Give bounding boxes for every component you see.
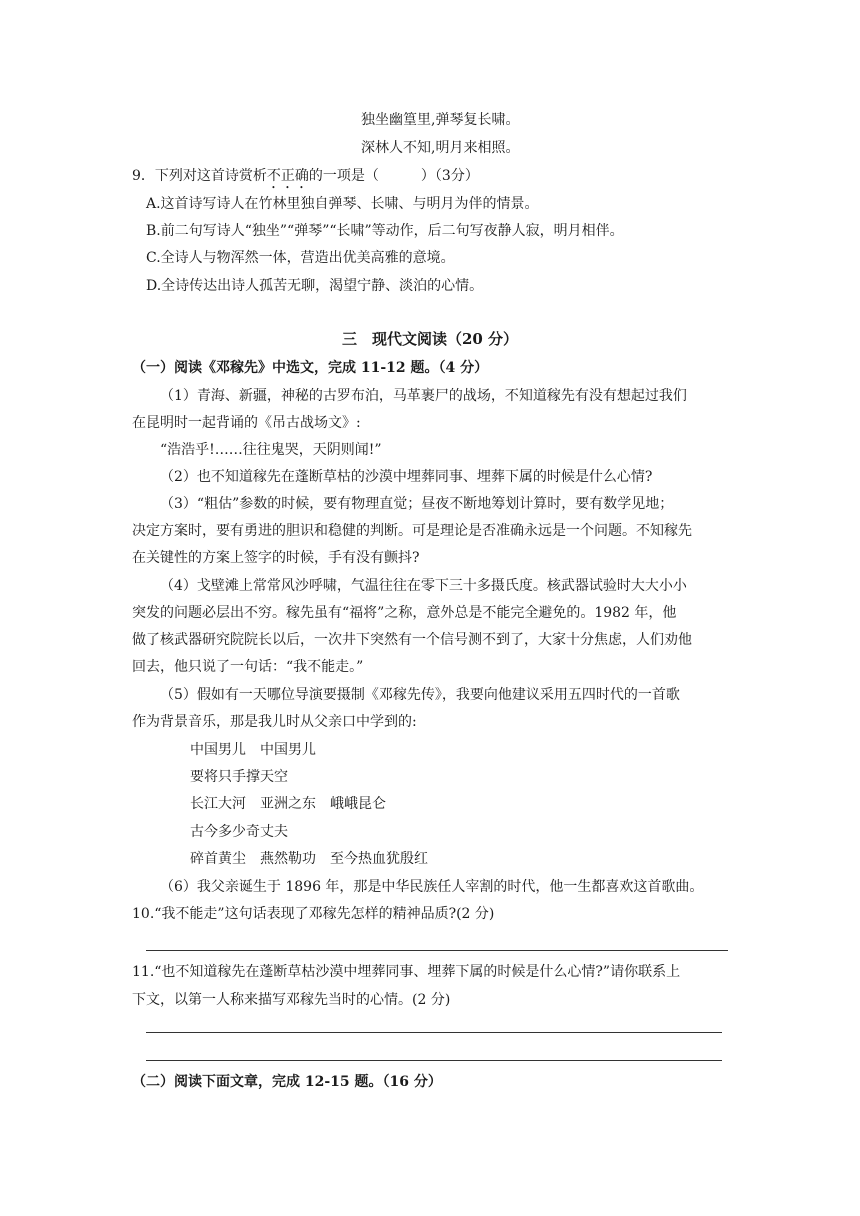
answer-line-q11-1 [146,1032,722,1033]
section-title: 三 现代文阅读（20 分） [341,330,519,348]
passage-p4-line-3: 做了核武器研究院院长以后，一次井下突然有一个信号测不到了，大家十分焦虑，人们劝他 [132,632,692,648]
passage-p1-line-1: （1）青海、新疆，神秘的古罗布泊，马革裹尸的战场，不知道稼先有没有想起过我们 [160,388,687,404]
passage-p3-line-2: 决定方案时，要有勇进的胆识和稳健的判断。可是理论是否准确永远是一个问题。不知稼先 [132,523,692,539]
question-11-stem-line-2: 下文，以第一人称来描写邓稼先当时的心情。(2 分) [132,992,451,1008]
question-9-option-c: C.全诗人与物浑然一体，营造出优美高雅的意境。 [146,250,455,266]
song-line-2: 要将只手撑天空 [190,769,288,785]
question-11-stem-line-1: 11.“也不知道稼先在蓬断草枯沙漠中埋葬同事、埋葬下属的时候是什么心情?”请你联系上 [132,964,681,980]
question-9-option-a: A.这首诗写诗人在竹林里独自弹琴、长啸、与明月为伴的情景。 [146,196,539,212]
question-9-option-b: B.前二句写诗人“独坐”“弹琴”“长啸”等动作，后二句写夜静人寂，明月相伴。 [146,223,624,239]
passage-p2: （2）也不知道稼先在蓬断草枯的沙漠中埋葬同事、埋葬下属的时候是什么心情? [160,469,653,485]
song-line-4: 古今多少奇丈夫 [190,824,288,840]
poem-line-1: 独坐幽篁里,弹琴复长啸。 [361,112,520,128]
part-2-heading: （二）阅读下面文章，完成 12-15 题。（16 分） [132,1074,442,1090]
passage-p1-line-2: 在昆明时一起背诵的《吊古战场文》: [132,415,361,431]
passage-p4-line-2: 突发的问题必层出不穷。稼先虽有“福将”之称，意外总是不能完全避免的。1982 年，他 [132,605,677,621]
song-line-1: 中国男儿 中国男儿 [190,742,316,758]
answer-line-q10 [146,950,728,951]
question-10-stem: 10.“我不能走”这句话表现了邓稼先怎样的精神品质?(2 分) [132,906,495,922]
question-9-stem-post: 的一项是（ ）（3分） [308,168,479,184]
passage-p1-quote: “浩浩乎!……往往鬼哭，天阴则闻!” [160,442,382,458]
question-9-stem-pre: 9．下列对这首诗赏析 [132,168,267,184]
passage-p6: （6）我父亲诞生于 1896 年，那是中华民族任人宰割的时代，他一生都喜欢这首歌曲。 [160,879,704,895]
answer-line-q11-2 [146,1060,722,1061]
question-9-stem [132,166,479,192]
passage-p3-line-3: 在关键性的方案上签字的时候，手有没有颤抖? [132,550,420,566]
passage-p3-line-1: （3）“粗估”参数的时候，要有物理直觉；昼夜不断地筹划计算时，要有数学见地； [160,496,674,512]
poem-line-2: 深林人不知,明月来相照。 [361,140,520,156]
passage-p4-line-1: （4）戈壁滩上常常风沙呼啸，气温往往在零下三十多摄氏度。核武器试验时大大小小 [160,578,687,594]
song-line-5: 碎首黄尘 燕然勒功 至今热血犹殷红 [190,851,428,867]
question-9-option-d: D.全诗传达出诗人孤苦无聊，渴望宁静、淡泊的心情。 [146,278,484,294]
question-9-emphasis: 不正确 [266,168,309,184]
passage-p5-line-2: 作为背景音乐，那是我儿时从父亲口中学到的: [132,714,417,730]
passage-p4-line-4: 回去，他只说了一句话：“我不能走。” [132,659,364,675]
passage-p5-line-1: （5）假如有一天哪位导演要摄制《邓稼先传》，我要向他建议采用五四时代的一首歌 [160,687,680,703]
part-1-heading: （一）阅读《邓稼先》中选文，完成 11-12 题。（4 分） [132,360,489,376]
song-line-3: 长江大河 亚洲之东 峨峨昆仑 [190,796,386,812]
